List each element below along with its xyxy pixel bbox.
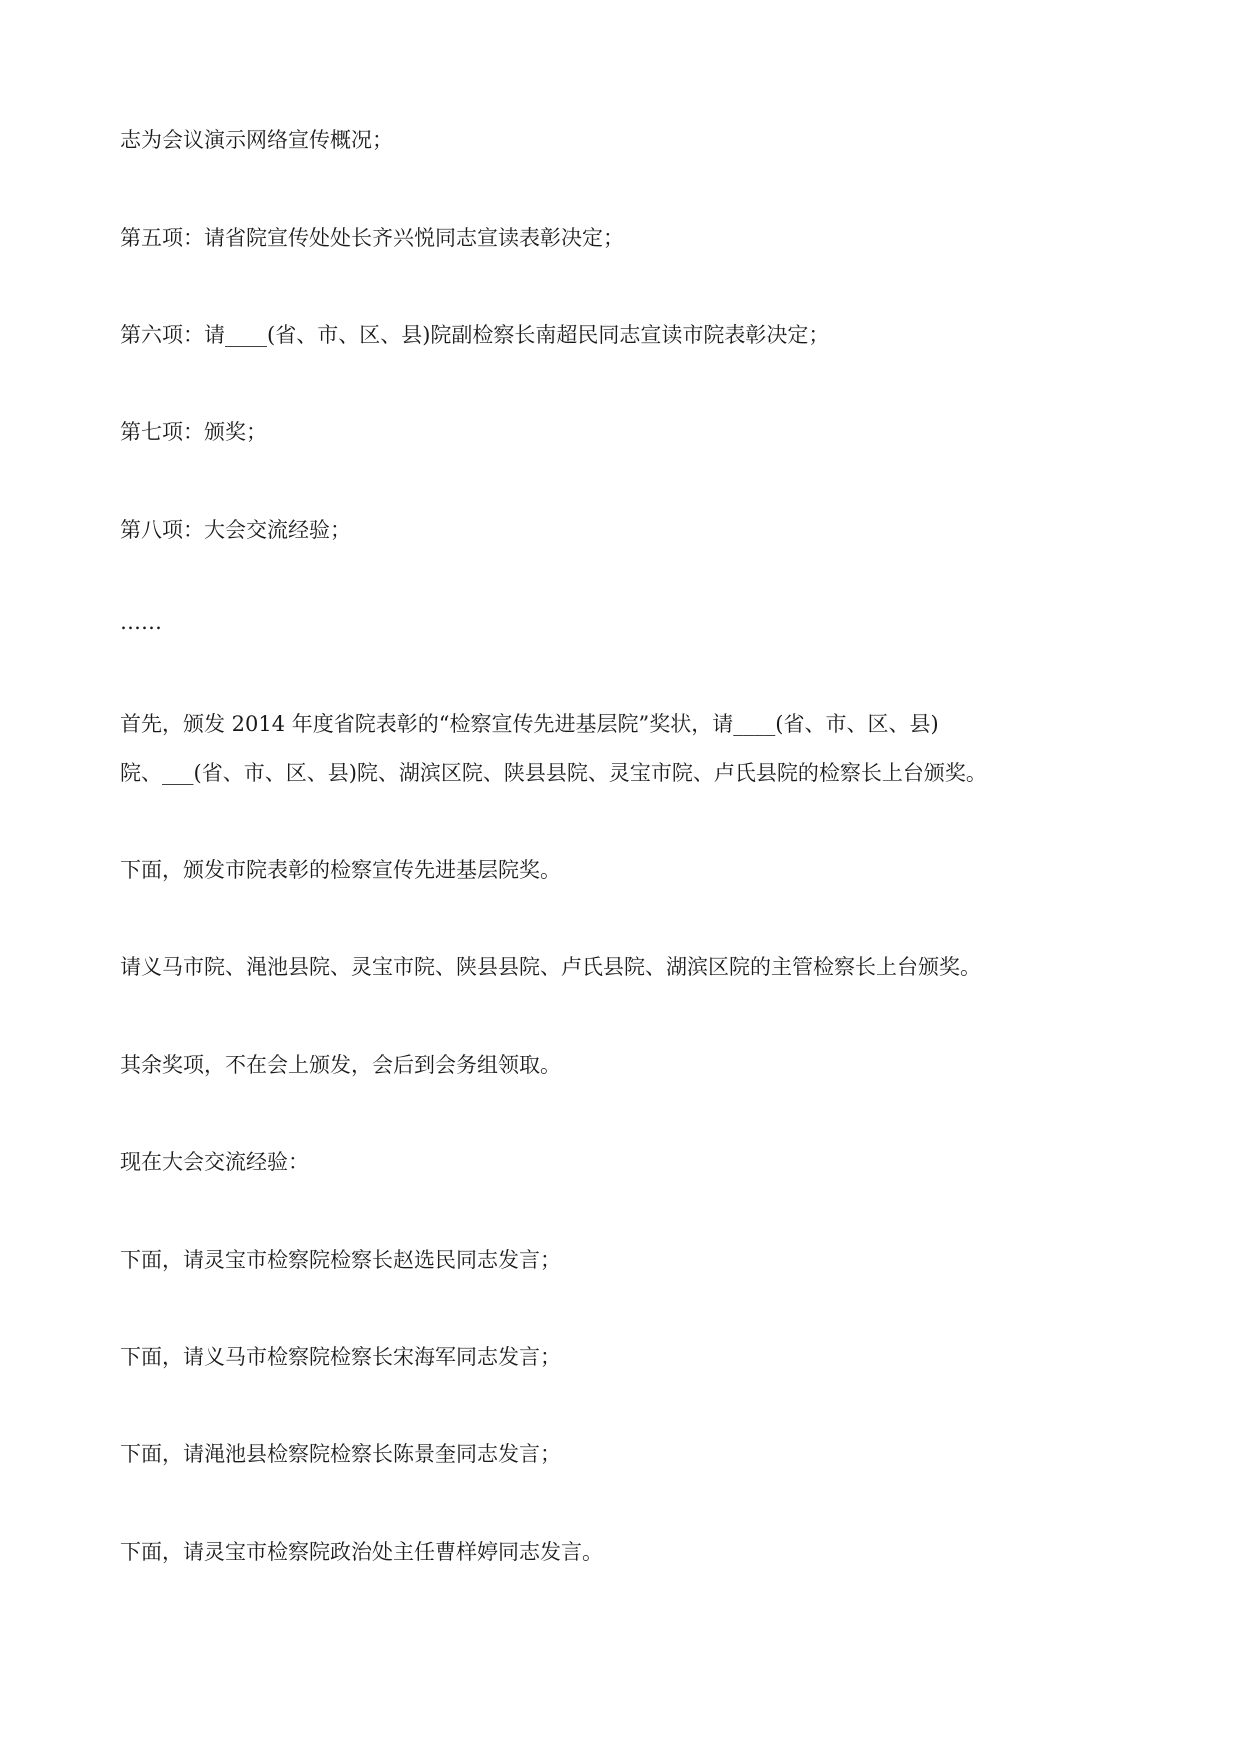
paragraph: 现在大会交流经验：: [120, 1150, 309, 1174]
speaker-line: 下面，请渑池县检察院检察长陈景奎同志发言；: [120, 1442, 561, 1466]
speaker-line: 下面，请义马市检察院检察长宋海军同志发言；: [120, 1345, 561, 1369]
speaker-line: 下面，请灵宝市检察院检察长赵选民同志发言；: [120, 1248, 561, 1272]
agenda-item-8: 第八项：大会交流经验；: [120, 518, 351, 542]
agenda-item-6: 第六项：请____(省、市、区、县)院副检察长南超民同志宣读市院表彰决定；: [120, 323, 830, 347]
agenda-item-7: 第七项：颁奖；: [120, 420, 267, 444]
paragraph: 志为会议演示网络宣传概况；: [120, 128, 393, 152]
paragraph-award-intro-line1: 首先，颁发 2014 年度省院表彰的“检察宣传先进基层院”奖状，请____(省、市、区、县): [120, 712, 939, 736]
paragraph: 请义马市院、渑池县院、灵宝市院、陕县县院、卢氏县院、湖滨区院的主管检察长上台颁奖。: [120, 955, 981, 979]
agenda-item-5: 第五项：请省院宣传处处长齐兴悦同志宣读表彰决定；: [120, 226, 624, 250]
ellipsis: ……: [120, 610, 162, 634]
paragraph: 下面，颁发市院表彰的检察宣传先进基层院奖。: [120, 858, 561, 882]
paragraph-award-intro-line2: 院、___(省、市、区、县)院、湖滨区院、陕县县院、灵宝市院、卢氏县院的检察长上台颁奖。: [120, 761, 987, 785]
paragraph: 其余奖项，不在会上颁发，会后到会务组领取。: [120, 1053, 561, 1077]
speaker-line: 下面，请灵宝市检察院政治处主任曹样婷同志发言。: [120, 1540, 603, 1564]
